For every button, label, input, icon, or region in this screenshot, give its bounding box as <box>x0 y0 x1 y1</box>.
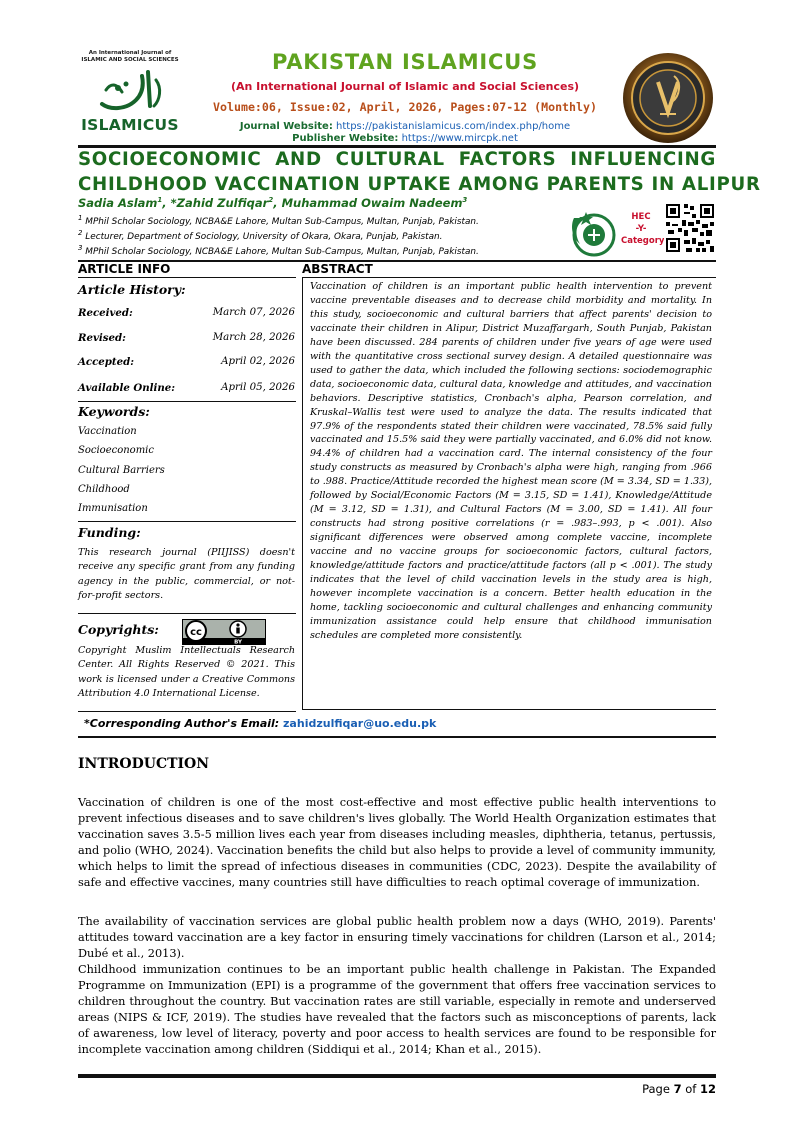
body-paragraph: Vaccination of children is one of the most cost-effective and most effective public health interventions to prevent infectious diseases and to save children's lives globally. The World Health Organization estimates that vaccination saves 3.5-5 million lives each year from diseases including measles, diphtheria, tetanus, pertussis, and polio (WHO, 2024). Vaccination benefits the child but also helps to provide a level of community immunity, which helps to limit the spread of infectious diseases in communities (CDC, 2023). Despite the availability of safe and effective vaccines, many countries still have difficulties to reach optimal coverage of immunization. <box>78 796 716 889</box>
publisher-website <box>200 133 610 144</box>
keyword: Socioeconomic <box>78 445 154 456</box>
logo-word: ISLAMICUS <box>81 116 179 134</box>
corresponding-email-link[interactable]: zahidzulfiqar@uo.edu.pk <box>283 717 437 730</box>
svg-text:cc: cc <box>190 627 202 638</box>
journal-website-link[interactable]: https://pakistanislamicus.com/index.php/home <box>336 121 571 132</box>
author-name: Muhammad Owaim Nadeem <box>281 196 463 210</box>
funding-text: This research journal (PIIJISS) doesn't receive any specific grant from any funding agency in the public, commercial, or not-for-profit sectors. <box>78 547 295 601</box>
keyword: Cultural Barriers <box>78 465 165 476</box>
corresponding-rule <box>78 736 716 738</box>
journal-seal-icon <box>622 52 714 144</box>
page-label: Page <box>642 1082 670 1096</box>
history-date: March 07, 2026 <box>212 307 295 318</box>
history-label: Revised: <box>78 332 126 344</box>
affiliation-sup: 1 <box>78 214 83 222</box>
history-row-received <box>78 307 295 319</box>
page-of: of <box>685 1082 697 1096</box>
keywords-title: Keywords: <box>78 404 150 419</box>
history-label: Accepted: <box>78 356 134 368</box>
funding-title: Funding: <box>78 525 141 540</box>
history-row-revised <box>78 332 295 344</box>
body-paragraph: Childhood immunization continues to be an important public health challenge in Pakistan. The Expanded Programme on Immunization (EPI) is a programme of the government that offers free vaccination services to children throughout the country. But vaccination rates are still variable, especially in remote and underserved areas (NIPS & ICF, 2019). The studies have revealed that the factors such as misconceptions of parents, lack of awareness, low level of literacy, poverty and poor access to health services are found to be responsible for incomplete vaccination among children (Siddiqui et al., 2014; Khan et al., 2015). <box>78 963 716 1056</box>
affiliation-text: Lecturer, Department of Sociology, University of Okara, Okara, Punjab, Pakistan. <box>85 231 443 242</box>
page-total: 12 <box>699 1082 716 1096</box>
affiliation <box>78 244 479 257</box>
corresponding-author <box>84 717 436 730</box>
history-label: Available Online: <box>78 382 176 394</box>
history-row-available <box>78 382 295 394</box>
journal-subtitle: (An International Journal of Islamic and Social Sciences) <box>230 80 580 93</box>
cc-by-text: BY <box>234 639 242 645</box>
page-number <box>600 1082 716 1096</box>
history-row-accepted <box>78 356 295 368</box>
logo-top-text: An International Journal of ISLAMIC AND SOCIAL SCIENCES <box>81 50 179 63</box>
affiliation-sup: 2 <box>78 229 83 237</box>
hec-category-badge <box>621 211 665 247</box>
author-sup: 3 <box>462 196 468 205</box>
copyright-text: Copyright Muslim Intellectuals Research Center. All Rights Reserved © 2021. This work is licensed under a Creative Commons Attribution 4.0 International License. <box>78 645 295 699</box>
affiliation <box>78 229 442 242</box>
journal-website <box>200 121 610 132</box>
history-date: March 28, 2026 <box>212 332 295 343</box>
history-date: April 05, 2026 <box>221 382 295 393</box>
hec-text: HEC <box>631 212 651 222</box>
header-rule <box>78 145 716 148</box>
publisher-website-link[interactable]: https://www.mircpk.net <box>401 133 518 144</box>
affiliation-sup: 3 <box>78 244 83 252</box>
author-list: Sadia Aslam$^1$, *Zahid Zulfiqar$^2$, Muhammad Owaim Nadeem$^3$ <box>78 196 468 210</box>
divider <box>78 613 296 614</box>
keyword: Immunisation <box>78 503 148 514</box>
divider <box>78 521 296 522</box>
author-name: *Zahid Zulfiqar <box>170 196 269 210</box>
copyright-title: Copyrights: <box>78 622 159 637</box>
divider <box>78 401 296 402</box>
journal-website-label: Journal Website: <box>239 121 333 132</box>
introduction-heading: INTRODUCTION <box>78 756 210 772</box>
article-title-line1: SOCIOECONOMIC AND CULTURAL FACTORS INFLUENCING <box>78 149 716 170</box>
history-date: April 02, 2026 <box>221 356 295 367</box>
abstract-panel <box>302 277 716 710</box>
footer-rule <box>78 1074 716 1078</box>
hec-category-value: -Y- <box>635 224 647 234</box>
affiliation <box>78 214 479 227</box>
article-title-line2: CHILDHOOD VACCINATION UPTAKE AMONG PARENTS IN ALIPUR <box>78 174 761 195</box>
history-title: Article History: <box>78 282 186 297</box>
calligraphy-icon <box>96 66 166 116</box>
cc-by-license-icon[interactable] <box>182 619 266 645</box>
abstract-heading: ABSTRACT <box>302 262 373 276</box>
abstract-text: Vaccination of children is an important public health intervention to prevent vaccine preventable diseases and to decrease child morbidity and mortality. In this study, socioeconomic and cultural barriers that affect parents' decision to vaccinate their children in Alipur, District Muzaffargarh, South Punjab, Pakistan have been discussed. 284 parents of children under five years of age were used with the quantitative cross sectional survey design. A detailed questionnaire was used to gather the data, which included the following sections: sociodemographic data, socioeconomic data, cultural data, knowledge and attitudes, and vaccination behaviors. Descriptive statistics, Cronbach's alpha, Pearson correlation, and Kruskal–Wallis test were used to analyze the data. The results indicated that 97.9% of the respondents stated their children were vaccinated, 78.5% said fully vaccinated and 15.5% said they were partially vaccinated, and 6.0% did not know. 94.4% of children had a vaccination card. The internal consistency of the four study constructs as measured by Cronbach's alpha were high, ranging from .966 to .988. Practice/Attitude recorded the highest mean score (M = 3.34, SD = 1.33), followed by Social/Economic Factors (M = 3.15, SD = 1.41), Knowledge/Attitude (M = 3.12, SD = 1.31), and Cultural Factors (M = 3.00, SD = 1.41). All four constructs had strong positive correlations (r = .983–.993, p < .001). Also significant differences were observed among complete vaccine, incomplete vaccine and no vaccine groups for socioeconomic factors, cultural factors, knowledge/attitude factors and practice/attitude factors (all p < .001). The study indicates that the level of child vaccination levels in the study area is high, however incomplete vaccination is a concern. Better health education in the home, tackling socioeconomic and cultural challenges and enhancing community immunization assistance could help ensure that childhood immunisation schedules are completed more consistently. <box>310 281 712 641</box>
page-current: 7 <box>673 1082 682 1096</box>
author-name: Sadia Aslam <box>78 196 158 210</box>
section-rule <box>78 260 716 262</box>
affiliation-text: MPhil Scholar Sociology, NCBA&E Lahore, Multan Sub-Campus, Multan, Punjab, Pakistan. <box>85 216 479 227</box>
keyword: Vaccination <box>78 426 137 437</box>
publisher-website-label: Publisher Website: <box>292 133 399 144</box>
hec-logo-icon <box>566 208 618 258</box>
article-info-panel <box>78 277 296 712</box>
affiliation-text: MPhil Scholar Sociology, NCBA&E Lahore, Multan Sub-Campus, Multan, Punjab, Pakistan. <box>85 246 479 257</box>
journal-name: PAKISTAN ISLAMICUS <box>271 50 539 74</box>
journal-logo <box>78 50 182 142</box>
author-sup: 1 <box>157 196 163 205</box>
hec-category-label: Category <box>621 236 665 246</box>
history-label: Received: <box>78 307 133 319</box>
keyword: Childhood <box>78 484 130 495</box>
qr-code-icon <box>664 202 716 254</box>
volume-line: Volume:06, Issue:02, April, 2026, Pages:07-12 (Monthly) <box>213 100 597 114</box>
article-info-heading: ARTICLE INFO <box>78 262 171 276</box>
body-paragraph: The availability of vaccination services are global public health problem now a days (WHO, 2019). Parents' attitudes toward vaccination are a key factor in ensuring timely vaccinations for children (Larson et al., 2014; Dubé et al., 2013). <box>78 915 716 960</box>
corresponding-label: *Corresponding Author's Email: <box>84 717 280 730</box>
author-sup: 2 <box>268 196 274 205</box>
